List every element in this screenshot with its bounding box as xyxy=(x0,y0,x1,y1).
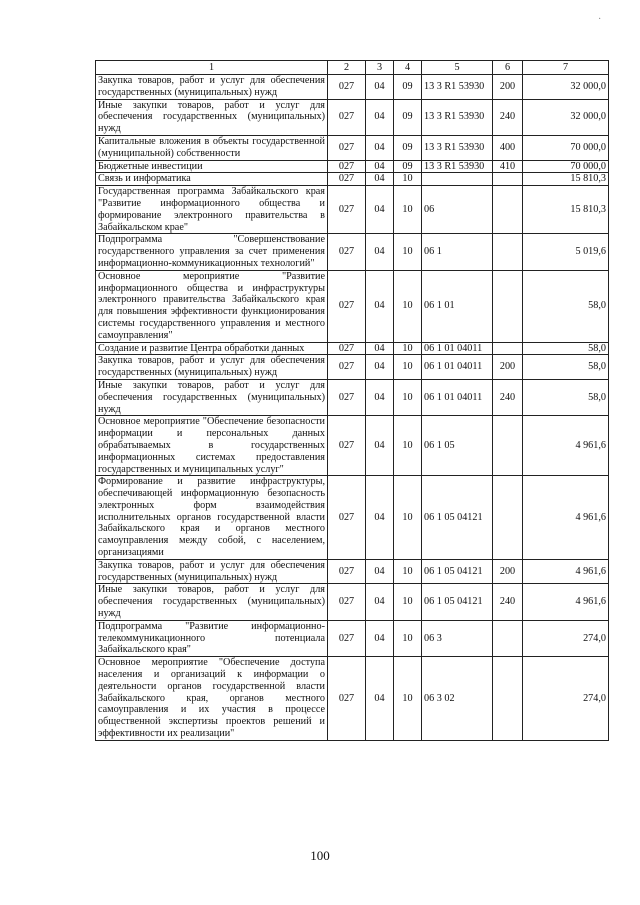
admin-code-cell: 027 xyxy=(328,657,366,741)
header-col-7: 7 xyxy=(523,61,609,75)
expense-name-cell: Подпрограмма "Развитие информационно-телекоммуникационного потенциала Забайкальского края" xyxy=(96,620,328,656)
table-row xyxy=(96,584,609,620)
table-row xyxy=(96,657,609,741)
admin-code-cell: 027 xyxy=(328,355,366,380)
amount-cell: 4 961,6 xyxy=(523,584,609,620)
expense-name-cell: Подпрограмма "Совершенствование государственного управления за счет применения информационно-коммуникационных технологий" xyxy=(96,234,328,270)
target-item-cell: 06 3 xyxy=(422,620,493,656)
expense-name-cell: Закупка товаров, работ и услуг для обеспечения государственных (муниципальных) нужд xyxy=(96,559,328,584)
section-code-cell: 04 xyxy=(366,559,394,584)
amount-cell: 58,0 xyxy=(523,379,609,415)
target-item-cell: 06 1 xyxy=(422,234,493,270)
table-row xyxy=(96,160,609,173)
subsection-code-cell: 10 xyxy=(394,173,422,186)
subsection-code-cell: 10 xyxy=(394,657,422,741)
section-code-cell: 04 xyxy=(366,342,394,355)
section-code-cell: 04 xyxy=(366,99,394,135)
table-row xyxy=(96,75,609,100)
expense-name-cell: Бюджетные инвестиции xyxy=(96,160,328,173)
amount-cell: 70 000,0 xyxy=(523,160,609,173)
expense-name-cell: Государственная программа Забайкальского края "Развитие информационного общества и формирование электронного правительства в Забайкальском крае" xyxy=(96,186,328,234)
section-code-cell: 04 xyxy=(366,476,394,560)
target-item-cell: 06 1 01 04011 xyxy=(422,342,493,355)
amount-cell: 15 810,3 xyxy=(523,173,609,186)
expense-type-cell xyxy=(493,173,523,186)
expense-type-cell: 410 xyxy=(493,160,523,173)
amount-cell: 274,0 xyxy=(523,620,609,656)
page-number: 100 xyxy=(310,848,330,863)
amount-cell: 274,0 xyxy=(523,657,609,741)
admin-code-cell: 027 xyxy=(328,234,366,270)
expense-type-cell: 240 xyxy=(493,379,523,415)
expense-type-cell: 240 xyxy=(493,99,523,135)
target-item-cell: 13 3 R1 53930 xyxy=(422,160,493,173)
target-item-cell: 13 3 R1 53930 xyxy=(422,135,493,160)
subsection-code-cell: 09 xyxy=(394,99,422,135)
admin-code-cell: 027 xyxy=(328,379,366,415)
section-code-cell: 04 xyxy=(366,135,394,160)
amount-cell: 32 000,0 xyxy=(523,99,609,135)
section-code-cell: 04 xyxy=(366,416,394,476)
admin-code-cell: 027 xyxy=(328,99,366,135)
section-code-cell: 04 xyxy=(366,234,394,270)
expense-type-cell: 200 xyxy=(493,355,523,380)
section-code-cell: 04 xyxy=(366,355,394,380)
table-row xyxy=(96,476,609,560)
target-item-cell: 13 3 R1 53930 xyxy=(422,99,493,135)
subsection-code-cell: 10 xyxy=(394,416,422,476)
target-item-cell: 06 1 01 04011 xyxy=(422,379,493,415)
table-row xyxy=(96,620,609,656)
subsection-code-cell: 10 xyxy=(394,270,422,342)
expense-name-cell: Основное мероприятие "Развитие информационного общества и инфраструктуры электронного правительства Забайкальского края для повышения эффективности функционирования системы государственного управления и местного самоуправления" xyxy=(96,270,328,342)
section-code-cell: 04 xyxy=(366,584,394,620)
amount-cell: 5 019,6 xyxy=(523,234,609,270)
target-item-cell: 06 1 01 04011 xyxy=(422,355,493,380)
expense-type-cell xyxy=(493,476,523,560)
subsection-code-cell: 10 xyxy=(394,559,422,584)
section-code-cell: 04 xyxy=(366,186,394,234)
admin-code-cell: 027 xyxy=(328,135,366,160)
expense-type-cell xyxy=(493,657,523,741)
table-row xyxy=(96,186,609,234)
subsection-code-cell: 09 xyxy=(394,75,422,100)
target-item-cell: 06 1 05 xyxy=(422,416,493,476)
admin-code-cell: 027 xyxy=(328,173,366,186)
amount-cell: 58,0 xyxy=(523,270,609,342)
header-col-5: 5 xyxy=(422,61,493,75)
header-col-3: 3 xyxy=(366,61,394,75)
target-item-cell: 06 1 05 04121 xyxy=(422,559,493,584)
target-item-cell: 06 1 05 04121 xyxy=(422,476,493,560)
expense-type-cell: 240 xyxy=(493,584,523,620)
table-row xyxy=(96,234,609,270)
budget-table xyxy=(95,60,609,741)
target-item-cell: 06 3 02 xyxy=(422,657,493,741)
section-code-cell: 04 xyxy=(366,173,394,186)
subsection-code-cell: 10 xyxy=(394,584,422,620)
expense-name-cell: Связь и информатика xyxy=(96,173,328,186)
corner-mark: · xyxy=(598,14,602,25)
admin-code-cell: 027 xyxy=(328,416,366,476)
expense-type-cell: 200 xyxy=(493,559,523,584)
admin-code-cell: 027 xyxy=(328,75,366,100)
table-row xyxy=(96,99,609,135)
subsection-code-cell: 09 xyxy=(394,135,422,160)
table-row xyxy=(96,416,609,476)
table-row xyxy=(96,270,609,342)
admin-code-cell: 027 xyxy=(328,186,366,234)
header-col-1: 1 xyxy=(96,61,328,75)
expense-type-cell: 200 xyxy=(493,75,523,100)
amount-cell: 15 810,3 xyxy=(523,186,609,234)
amount-cell: 58,0 xyxy=(523,342,609,355)
table-row xyxy=(96,355,609,380)
section-code-cell: 04 xyxy=(366,657,394,741)
expense-type-cell xyxy=(493,620,523,656)
subsection-code-cell: 10 xyxy=(394,186,422,234)
header-col-6: 6 xyxy=(493,61,523,75)
subsection-code-cell: 10 xyxy=(394,379,422,415)
admin-code-cell: 027 xyxy=(328,270,366,342)
table-row xyxy=(96,135,609,160)
admin-code-cell: 027 xyxy=(328,620,366,656)
header-col-2: 2 xyxy=(328,61,366,75)
expense-name-cell: Создание и развитие Центра обработки данных xyxy=(96,342,328,355)
amount-cell: 70 000,0 xyxy=(523,135,609,160)
target-item-cell: 06 1 05 04121 xyxy=(422,584,493,620)
subsection-code-cell: 10 xyxy=(394,342,422,355)
subsection-code-cell: 10 xyxy=(394,234,422,270)
expense-name-cell: Формирование и развитие инфраструктуры, обеспечивающей информационную безопасность электронных форм взаимодействия исполнительных органов государственной власти Забайкальского края и органов местного самоуправления между собой, с населением, организациями xyxy=(96,476,328,560)
expense-name-cell: Капитальные вложения в объекты государственной (муниципальной) собственности xyxy=(96,135,328,160)
expense-name-cell: Иные закупки товаров, работ и услуг для обеспечения государственных (муниципальных) нужд xyxy=(96,379,328,415)
amount-cell: 58,0 xyxy=(523,355,609,380)
target-item-cell xyxy=(422,173,493,186)
subsection-code-cell: 10 xyxy=(394,620,422,656)
admin-code-cell: 027 xyxy=(328,476,366,560)
header-col-4: 4 xyxy=(394,61,422,75)
amount-cell: 32 000,0 xyxy=(523,75,609,100)
subsection-code-cell: 10 xyxy=(394,476,422,560)
section-code-cell: 04 xyxy=(366,160,394,173)
table-row xyxy=(96,379,609,415)
expense-name-cell: Иные закупки товаров, работ и услуг для обеспечения государственных (муниципальных) нужд xyxy=(96,584,328,620)
expense-type-cell: 400 xyxy=(493,135,523,160)
expense-name-cell: Иные закупки товаров, работ и услуг для обеспечения государственных (муниципальных) нужд xyxy=(96,99,328,135)
expense-name-cell: Закупка товаров, работ и услуг для обеспечения государственных (муниципальных) нужд xyxy=(96,75,328,100)
table-row xyxy=(96,342,609,355)
subsection-code-cell: 10 xyxy=(394,355,422,380)
expense-type-cell xyxy=(493,234,523,270)
expense-type-cell xyxy=(493,342,523,355)
expense-type-cell xyxy=(493,270,523,342)
expense-name-cell: Закупка товаров, работ и услуг для обеспечения государственных (муниципальных) нужд xyxy=(96,355,328,380)
table-row xyxy=(96,559,609,584)
target-item-cell: 13 3 R1 53930 xyxy=(422,75,493,100)
admin-code-cell: 027 xyxy=(328,342,366,355)
section-code-cell: 04 xyxy=(366,75,394,100)
header-row xyxy=(96,61,609,75)
amount-cell: 4 961,6 xyxy=(523,476,609,560)
target-item-cell: 06 xyxy=(422,186,493,234)
expense-type-cell xyxy=(493,416,523,476)
subsection-code-cell: 09 xyxy=(394,160,422,173)
expense-name-cell: Основное мероприятие "Обеспечение безопасности информации и персональных данных обрабатываемых в государственных информационных системах предоставления государственных и муниципальных услуг" xyxy=(96,416,328,476)
admin-code-cell: 027 xyxy=(328,559,366,584)
admin-code-cell: 027 xyxy=(328,160,366,173)
amount-cell: 4 961,6 xyxy=(523,559,609,584)
admin-code-cell: 027 xyxy=(328,584,366,620)
section-code-cell: 04 xyxy=(366,270,394,342)
table-body xyxy=(96,75,609,741)
target-item-cell: 06 1 01 xyxy=(422,270,493,342)
amount-cell: 4 961,6 xyxy=(523,416,609,476)
section-code-cell: 04 xyxy=(366,620,394,656)
table-row xyxy=(96,173,609,186)
expense-type-cell xyxy=(493,186,523,234)
expense-name-cell: Основное мероприятие "Обеспечение доступа населения и организаций к информации о деятельности органов государственной власти Забайкальского края, органов местного самоуправления и их участия в процессе общественной экспертизы проектов решений и эффективности их реализации" xyxy=(96,657,328,741)
section-code-cell: 04 xyxy=(366,379,394,415)
